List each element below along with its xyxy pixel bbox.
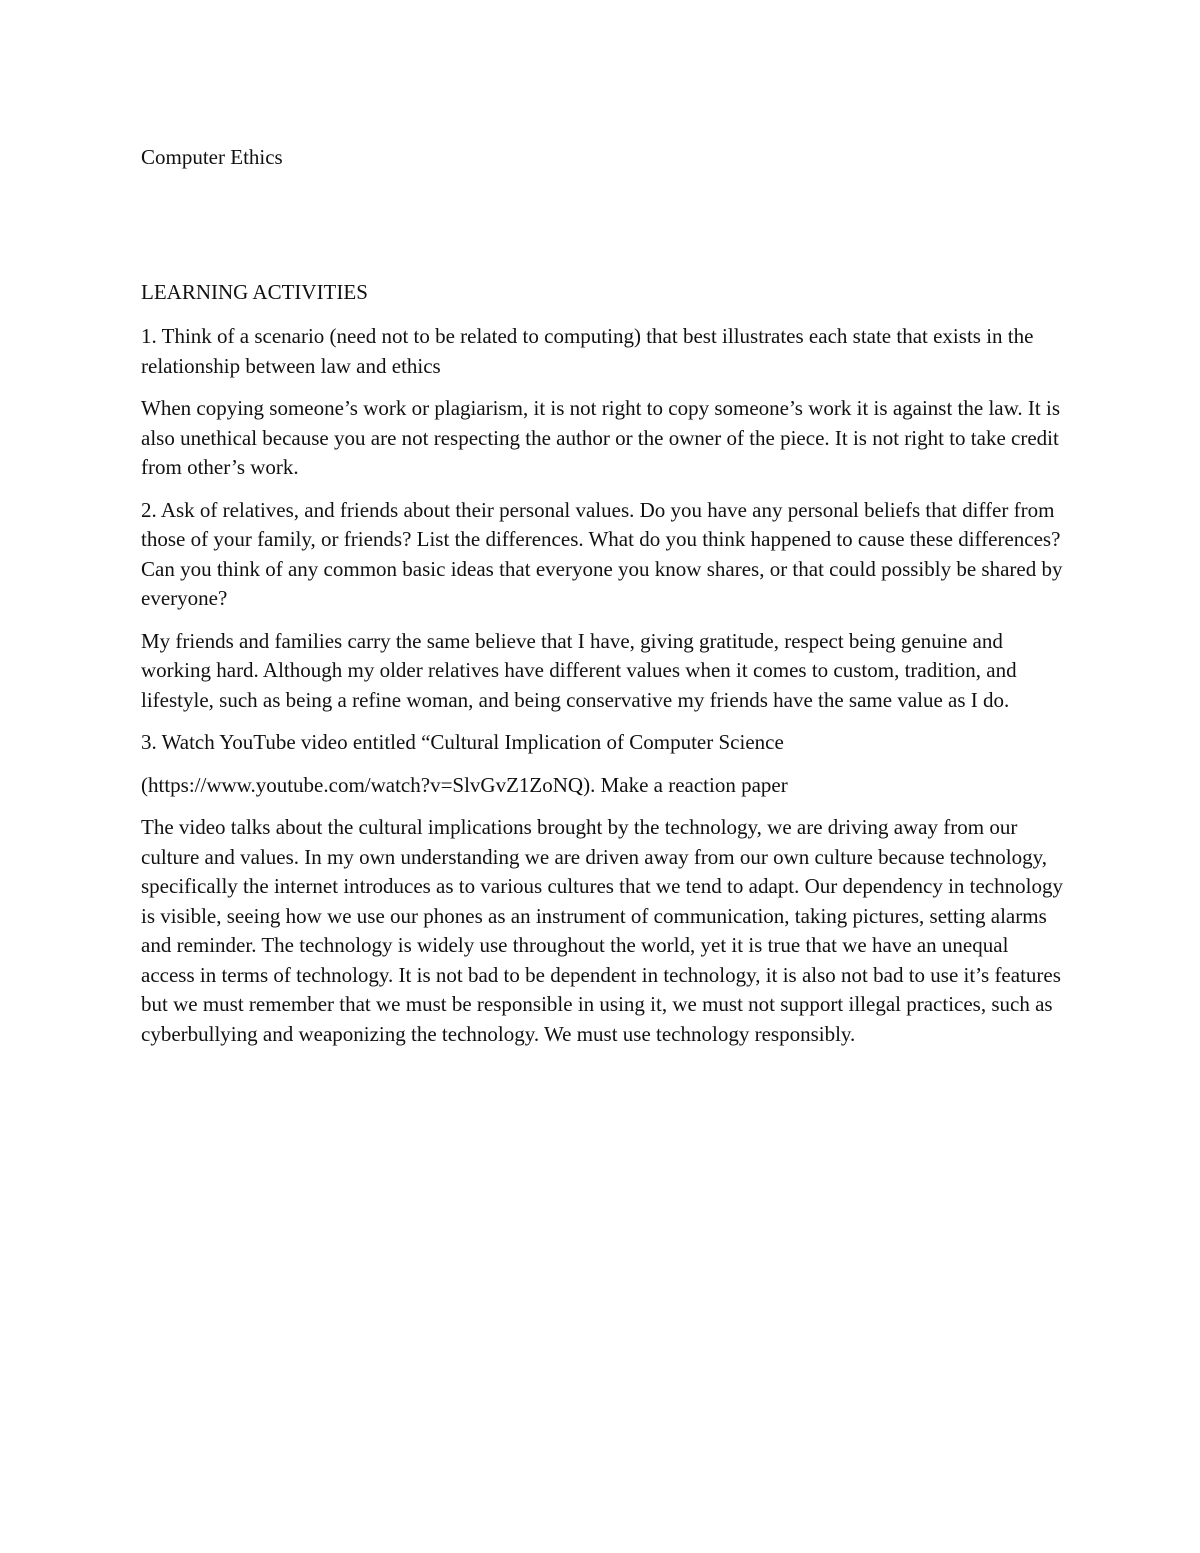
question-2-paragraph: 2. Ask of relatives, and friends about their personal values. Do you have any personal beliefs that differ from those of your family, or friends? List the differences. What do you think happened to cause these differences? Can you think of any common basic ideas that everyone you know shares, or that could possibly be shared by everyone? — [141, 497, 1063, 610]
document-title: Computer Ethics — [141, 145, 283, 169]
section-heading: LEARNING ACTIVITIES — [141, 280, 368, 304]
document-body — [141, 322, 1066, 1062]
question-3-paragraph: 3. Watch YouTube video entitled “Cultural Implication of Computer Science — [141, 730, 784, 754]
answer-1-paragraph: When copying someone’s work or plagiarism, it is not right to copy someone’s work it is against the law. It is also unethical because you are not respecting the author or the owner of the piece. It is not right to take credit from other’s work. — [141, 396, 1060, 479]
answer-3-paragraph: The video talks about the cultural implications brought by the technology, we are driving away from our culture and values. In my own understanding we are driven away from our own culture because technology, specifically the internet introduces as to various cultures that we tend to adapt. Our dependency in technology is visible, seeing how we use our phones as an instrument of communication, taking pictures, setting alarms and reminder. The technology is widely use throughout the world, yet it is true that we have an unequal access in terms of technology. It is not bad to be dependent in technology, it is also not bad to use it’s features but we must remember that we must be responsible in using it, we must not support illegal practices, such as cyberbullying and weaponizing the technology. We must use technology responsibly. — [141, 815, 1063, 1046]
question-1-paragraph: 1. Think of a scenario (need not to be related to computing) that best illustrates each state that exists in the relationship between law and ethics — [141, 324, 1034, 378]
answer-2-paragraph: My friends and families carry the same believe that I have, giving gratitude, respect being genuine and working hard. Although my older relatives have different values when it comes to custom, tradition, and lifestyle, such as being a refine woman, and being conservative my friends have the same value as I do. — [141, 628, 1017, 712]
question-3-url-paragraph: (https://www.youtube.com/watch?v=SlvGvZ1ZoNQ). Make a reaction paper — [141, 772, 788, 797]
